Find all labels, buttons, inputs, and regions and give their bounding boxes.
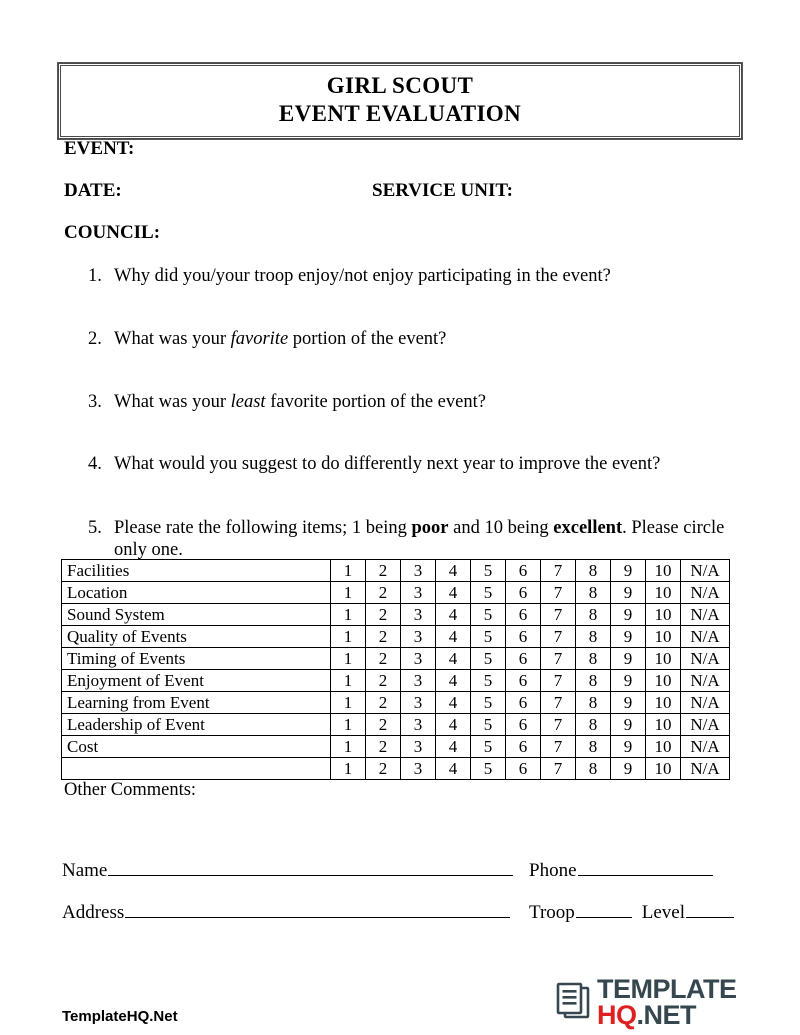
table-row: [62, 626, 730, 648]
rating-cell-4[interactable]: 4: [436, 560, 471, 582]
troop-field-rule[interactable]: [576, 902, 632, 918]
title-line-1: GIRL SCOUT: [326, 73, 474, 98]
rating-item-label: Location: [62, 582, 331, 604]
rating-cell-3[interactable]: 3: [401, 604, 436, 626]
rating-cell-1[interactable]: 1: [331, 692, 366, 714]
rating-cell-6[interactable]: 6: [506, 626, 541, 648]
rating-cell-2[interactable]: 2: [366, 736, 401, 758]
question-3-text: What was your least favorite portion of the event?: [114, 392, 486, 412]
question-5-number: 5.: [88, 518, 102, 538]
rating-cell-2[interactable]: 2: [366, 670, 401, 692]
rating-cell-3[interactable]: 3: [401, 560, 436, 582]
rating-cell-2[interactable]: 2: [366, 648, 401, 670]
name-field-rule[interactable]: [108, 860, 513, 876]
question-4-number: 4.: [88, 454, 102, 474]
question-3-number: 3.: [88, 392, 102, 412]
rating-item-label: Enjoyment of Event: [62, 670, 331, 692]
rating-cell-1[interactable]: 1: [331, 758, 366, 780]
question-4-text: What would you suggest to do differently next year to improve the event?: [114, 454, 661, 474]
table-row: [62, 670, 730, 692]
rating-cell-na[interactable]: N/A: [681, 560, 730, 582]
rating-cell-6[interactable]: 6: [506, 560, 541, 582]
rating-item-label: [62, 758, 331, 780]
rating-cell-na[interactable]: N/A: [681, 670, 730, 692]
logo-hq-text: HQ: [597, 1000, 637, 1030]
rating-cell-1[interactable]: 1: [331, 560, 366, 582]
rating-cell-4[interactable]: 4: [436, 736, 471, 758]
rating-cell-3[interactable]: 3: [401, 626, 436, 648]
rating-item-label: Quality of Events: [62, 626, 331, 648]
rating-cell-9[interactable]: 9: [611, 692, 646, 714]
table-row: [62, 604, 730, 626]
logo-net-text: .NET: [636, 1000, 697, 1030]
rating-table: [61, 559, 730, 780]
rating-table-body: [62, 560, 730, 780]
rating-cell-1[interactable]: 1: [331, 736, 366, 758]
rating-cell-9[interactable]: 9: [611, 758, 646, 780]
rating-cell-9[interactable]: 9: [611, 648, 646, 670]
rating-cell-na[interactable]: N/A: [681, 582, 730, 604]
rating-cell-8[interactable]: 8: [576, 692, 611, 714]
address-field-row: [62, 902, 510, 924]
rating-cell-5[interactable]: 5: [471, 648, 506, 670]
rating-cell-6[interactable]: 6: [506, 758, 541, 780]
rating-cell-8[interactable]: 8: [576, 604, 611, 626]
rating-cell-3[interactable]: 3: [401, 714, 436, 736]
troop-level-field-row: [529, 902, 734, 924]
rating-cell-4[interactable]: 4: [436, 714, 471, 736]
phone-field-label: Phone: [529, 860, 577, 881]
rating-cell-10[interactable]: 10: [646, 648, 681, 670]
rating-cell-6[interactable]: 6: [506, 670, 541, 692]
rating-cell-2[interactable]: 2: [366, 692, 401, 714]
rating-cell-7[interactable]: 7: [541, 648, 576, 670]
rating-cell-1[interactable]: 1: [331, 714, 366, 736]
rating-cell-5[interactable]: 5: [471, 758, 506, 780]
logo-line-2: [597, 1002, 737, 1028]
rating-cell-9[interactable]: 9: [611, 582, 646, 604]
rating-cell-4[interactable]: 4: [436, 758, 471, 780]
rating-cell-2[interactable]: 2: [366, 626, 401, 648]
rating-cell-4[interactable]: 4: [436, 604, 471, 626]
address-field-label: Address: [62, 902, 125, 923]
rating-cell-7[interactable]: 7: [541, 670, 576, 692]
document-title-box: [58, 63, 742, 139]
table-row: [62, 736, 730, 758]
service-unit-field-label: SERVICE UNIT:: [372, 180, 513, 201]
rating-cell-1[interactable]: 1: [331, 582, 366, 604]
rating-cell-10[interactable]: 10: [646, 692, 681, 714]
rating-cell-8[interactable]: 8: [576, 626, 611, 648]
phone-field-row: [529, 860, 713, 882]
rating-item-label: Sound System: [62, 604, 331, 626]
rating-cell-10[interactable]: 10: [646, 560, 681, 582]
rating-cell-2[interactable]: 2: [366, 560, 401, 582]
rating-item-label: Timing of Events: [62, 648, 331, 670]
question-5-text: Please rate the following items; 1 being poor and 10 being excellent. Please circle only one.: [114, 518, 725, 560]
rating-cell-1[interactable]: 1: [331, 604, 366, 626]
rating-cell-8[interactable]: 8: [576, 582, 611, 604]
rating-cell-10[interactable]: 10: [646, 758, 681, 780]
question-3: [88, 391, 748, 413]
rating-cell-5[interactable]: 5: [471, 670, 506, 692]
rating-cell-5[interactable]: 5: [471, 714, 506, 736]
rating-cell-5[interactable]: 5: [471, 560, 506, 582]
rating-cell-na[interactable]: N/A: [681, 758, 730, 780]
rating-cell-5[interactable]: 5: [471, 736, 506, 758]
rating-cell-3[interactable]: 3: [401, 758, 436, 780]
rating-cell-10[interactable]: 10: [646, 604, 681, 626]
rating-cell-8[interactable]: 8: [576, 714, 611, 736]
rating-cell-2[interactable]: 2: [366, 758, 401, 780]
table-row: [62, 648, 730, 670]
rating-cell-na[interactable]: N/A: [681, 648, 730, 670]
phone-field-rule[interactable]: [578, 860, 713, 876]
footer-site-text: TemplateHQ.Net: [62, 1008, 178, 1025]
name-field-row: [62, 860, 513, 882]
rating-cell-9[interactable]: 9: [611, 560, 646, 582]
title-line-2: EVENT EVALUATION: [278, 101, 522, 126]
council-field-label: COUNCIL:: [64, 222, 161, 243]
rating-cell-8[interactable]: 8: [576, 736, 611, 758]
question-1: [88, 265, 748, 287]
question-2-text: What was your favorite portion of the event?: [114, 329, 447, 349]
rating-cell-1[interactable]: 1: [331, 648, 366, 670]
rating-cell-na[interactable]: N/A: [681, 714, 730, 736]
address-field-rule[interactable]: [125, 902, 510, 918]
rating-cell-8[interactable]: 8: [576, 670, 611, 692]
table-row: [62, 714, 730, 736]
rating-cell-1[interactable]: 1: [331, 670, 366, 692]
rating-cell-1[interactable]: 1: [331, 626, 366, 648]
rating-cell-2[interactable]: 2: [366, 714, 401, 736]
rating-cell-7[interactable]: 7: [541, 582, 576, 604]
rating-cell-3[interactable]: 3: [401, 692, 436, 714]
logo-line-1: TEMPLATE: [597, 974, 737, 1004]
rating-cell-4[interactable]: 4: [436, 582, 471, 604]
troop-field-label: Troop: [529, 902, 575, 923]
rating-cell-6[interactable]: 6: [506, 582, 541, 604]
table-row: [62, 582, 730, 604]
rating-cell-10[interactable]: 10: [646, 736, 681, 758]
rating-cell-9[interactable]: 9: [611, 604, 646, 626]
rating-cell-4[interactable]: 4: [436, 648, 471, 670]
rating-cell-2[interactable]: 2: [366, 604, 401, 626]
rating-cell-3[interactable]: 3: [401, 648, 436, 670]
rating-cell-na[interactable]: N/A: [681, 736, 730, 758]
rating-cell-5[interactable]: 5: [471, 626, 506, 648]
rating-cell-6[interactable]: 6: [506, 692, 541, 714]
rating-cell-4[interactable]: 4: [436, 670, 471, 692]
event-field-label: EVENT:: [64, 138, 135, 159]
rating-item-label: Cost: [62, 736, 331, 758]
rating-cell-7[interactable]: 7: [541, 560, 576, 582]
question-2-number: 2.: [88, 329, 102, 349]
rating-cell-7[interactable]: 7: [541, 758, 576, 780]
rating-cell-3[interactable]: 3: [401, 670, 436, 692]
other-comments-label: Other Comments:: [64, 780, 197, 800]
rating-cell-8[interactable]: 8: [576, 648, 611, 670]
rating-cell-9[interactable]: 9: [611, 736, 646, 758]
rating-cell-10[interactable]: 10: [646, 582, 681, 604]
question-5: [88, 517, 748, 561]
question-4: [88, 453, 748, 475]
rating-cell-10[interactable]: 10: [646, 714, 681, 736]
rating-cell-5[interactable]: 5: [471, 604, 506, 626]
rating-cell-9[interactable]: 9: [611, 714, 646, 736]
rating-cell-7[interactable]: 7: [541, 604, 576, 626]
rating-cell-9[interactable]: 9: [611, 626, 646, 648]
date-field-label: DATE:: [64, 180, 122, 201]
document-stack-icon: [556, 982, 590, 1022]
rating-cell-na[interactable]: N/A: [681, 604, 730, 626]
rating-cell-10[interactable]: 10: [646, 626, 681, 648]
rating-cell-2[interactable]: 2: [366, 582, 401, 604]
rating-item-label: Facilities: [62, 560, 331, 582]
rating-cell-6[interactable]: 6: [506, 736, 541, 758]
rating-item-label: Leadership of Event: [62, 714, 331, 736]
rating-cell-3[interactable]: 3: [401, 736, 436, 758]
rating-cell-10[interactable]: 10: [646, 670, 681, 692]
rating-cell-8[interactable]: 8: [576, 758, 611, 780]
question-1-text: Why did you/your troop enjoy/not enjoy participating in the event?: [114, 266, 611, 286]
question-1-number: 1.: [88, 266, 102, 286]
table-row: [62, 560, 730, 582]
rating-cell-6[interactable]: 6: [506, 648, 541, 670]
logo-wordmark: [597, 976, 737, 1028]
rating-cell-na[interactable]: N/A: [681, 626, 730, 648]
rating-cell-9[interactable]: 9: [611, 670, 646, 692]
rating-cell-7[interactable]: 7: [541, 692, 576, 714]
rating-cell-3[interactable]: 3: [401, 582, 436, 604]
rating-cell-5[interactable]: 5: [471, 692, 506, 714]
table-row: [62, 692, 730, 714]
rating-cell-7[interactable]: 7: [541, 736, 576, 758]
rating-cell-6[interactable]: 6: [506, 714, 541, 736]
rating-cell-7[interactable]: 7: [541, 626, 576, 648]
rating-cell-5[interactable]: 5: [471, 582, 506, 604]
rating-cell-7[interactable]: 7: [541, 714, 576, 736]
rating-item-label: Learning from Event: [62, 692, 331, 714]
templatehq-logo: [556, 976, 737, 1028]
rating-cell-na[interactable]: N/A: [681, 692, 730, 714]
level-field-label: Level: [641, 902, 686, 923]
question-2: [88, 328, 748, 350]
rating-cell-4[interactable]: 4: [436, 626, 471, 648]
rating-cell-8[interactable]: 8: [576, 560, 611, 582]
name-field-label: Name: [62, 860, 108, 881]
rating-cell-6[interactable]: 6: [506, 604, 541, 626]
rating-cell-4[interactable]: 4: [436, 692, 471, 714]
table-row: [62, 758, 730, 780]
level-field-rule[interactable]: [686, 902, 734, 918]
